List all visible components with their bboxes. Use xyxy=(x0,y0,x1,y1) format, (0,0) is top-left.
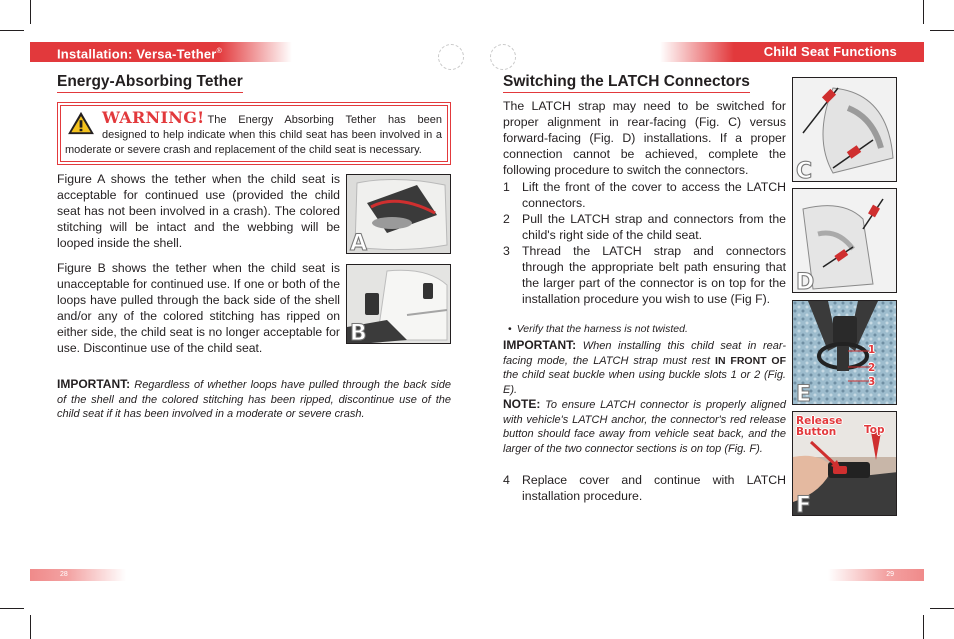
left-header-bar xyxy=(30,42,292,62)
left-important-label: IMPORTANT: xyxy=(57,377,131,391)
warning-text: The Energy Absorbing Tether has been designed to help indicate when this child seat has been involved in a moderate or severe crash and replacement of the child seat is necessary. xyxy=(65,114,442,156)
note-text: To ensure LATCH connector is properly aligned with vehicle's LATCH anchor, the connector's red release button should face away from vehicle seat back, and the larger of the two connector sections is on top (Fig. F). xyxy=(503,399,787,455)
step-number: 3 xyxy=(503,244,510,258)
figure-b-paragraph: Figure B shows the tether when the child seat is unacceptable for continued use. If one or both of the loops have pulled through the back side of the shell and/or any of the colored stitching has ripped on either side, the child seat is no longer acceptable for use. Discontinue use of the child seat. xyxy=(57,261,340,355)
note xyxy=(503,397,786,456)
left-page-number-bar xyxy=(30,569,126,581)
step-number: 2 xyxy=(503,212,510,226)
crop-mark xyxy=(30,0,31,24)
figure-c xyxy=(792,77,897,182)
step-text: Thread the LATCH strap and connectors through the appropriate belt path ensuring that the larger part of the connector is on top for the installation procedure you wish to use (Fig F). xyxy=(522,244,786,306)
release-button-label: Release Button xyxy=(796,415,843,438)
figure-e xyxy=(792,300,897,405)
crop-mark xyxy=(0,608,24,609)
note-label: NOTE: xyxy=(503,397,541,411)
crop-mark xyxy=(930,30,954,31)
right-important-text-2: the child seat buckle when using buckle slots 1 or 2 (Fig. E). xyxy=(503,369,786,396)
step-item xyxy=(503,179,786,211)
figure-e-letter: E xyxy=(796,382,812,405)
figure-b-letter: B xyxy=(350,321,367,344)
step-text: Replace cover and continue with LATCH installation procedure. xyxy=(522,473,786,503)
crop-mark xyxy=(30,615,31,639)
bullet-dot: • xyxy=(508,323,512,335)
right-important-note xyxy=(503,338,786,397)
right-important-bold: IN FRONT OF xyxy=(715,354,786,367)
step-item xyxy=(503,243,786,307)
left-important-text: Regardless of whether loops have pulled through the back side of the shell and the colored stitching has been ripped, discontinue use of the child seat if it has been involved in a moderate or severe crash. xyxy=(57,379,451,420)
figure-a xyxy=(346,174,451,254)
slot-label-1: 1 xyxy=(868,344,876,356)
warning-triangle-icon xyxy=(66,111,96,135)
step-item xyxy=(503,211,786,243)
figure-f xyxy=(792,411,897,516)
crop-mark xyxy=(923,615,924,639)
right-heading: Switching the LATCH Connectors xyxy=(503,73,750,93)
latch-steps xyxy=(503,179,786,307)
right-header-title: Child Seat Functions xyxy=(763,44,897,59)
figure-a-paragraph: Figure A shows the tether when the child seat is acceptable for continued use (provided the child seat has not been involved in a crash). The colored stitching will be intact and the webbing will be looped inside the shell. xyxy=(57,172,340,250)
warning-inner xyxy=(60,105,448,162)
left-important-note xyxy=(57,377,451,422)
bullet-text: Verify that the harness is not twisted. xyxy=(516,323,688,335)
right-page-number-bar xyxy=(828,569,924,581)
registration-mark xyxy=(490,44,516,70)
warning-word: WARNING! xyxy=(102,108,205,127)
figure-f-letter: F xyxy=(796,493,812,516)
slot-label-2: 2 xyxy=(868,362,876,374)
top-label: Top xyxy=(864,424,885,436)
crop-mark xyxy=(0,30,24,31)
left-page-number: 28 xyxy=(60,571,68,578)
figure-b xyxy=(346,264,451,344)
right-page-number: 29 xyxy=(886,571,894,578)
right-important-text-1: When installing this child seat in rear-facing mode, the LATCH strap must rest xyxy=(503,340,786,367)
harness-bullet xyxy=(508,322,786,337)
warning-box xyxy=(57,102,451,165)
left-heading: Energy-Absorbing Tether xyxy=(57,73,243,93)
slot-label-3: 3 xyxy=(868,376,876,388)
right-header-bar xyxy=(660,42,924,62)
registered-mark: ® xyxy=(216,48,222,55)
registration-mark xyxy=(438,44,464,70)
right-important-label: IMPORTANT: xyxy=(503,338,577,352)
figure-a-letter: A xyxy=(350,231,368,254)
crop-mark xyxy=(923,0,924,24)
step-number: 4 xyxy=(503,473,510,487)
figure-c-letter: C xyxy=(796,159,813,182)
figure-d xyxy=(792,188,897,293)
step-text: Pull the LATCH strap and connectors from the child's right side of the child seat. xyxy=(522,212,786,242)
latch-intro-paragraph: The LATCH strap may need to be switched for proper alignment in rear-facing (Fig. C) versus forward-facing (Fig. D) installations. If a proper connection cannot be achieved, complete the following procedure to switch the connectors. xyxy=(503,99,786,177)
crop-mark xyxy=(930,608,954,609)
step-number: 1 xyxy=(503,180,510,194)
step-item-4 xyxy=(503,472,786,504)
left-header-title: Installation: Versa-Tether xyxy=(57,46,217,62)
figure-d-letter: D xyxy=(796,270,815,293)
step-text: Lift the front of the cover to access the LATCH connectors. xyxy=(522,180,786,210)
